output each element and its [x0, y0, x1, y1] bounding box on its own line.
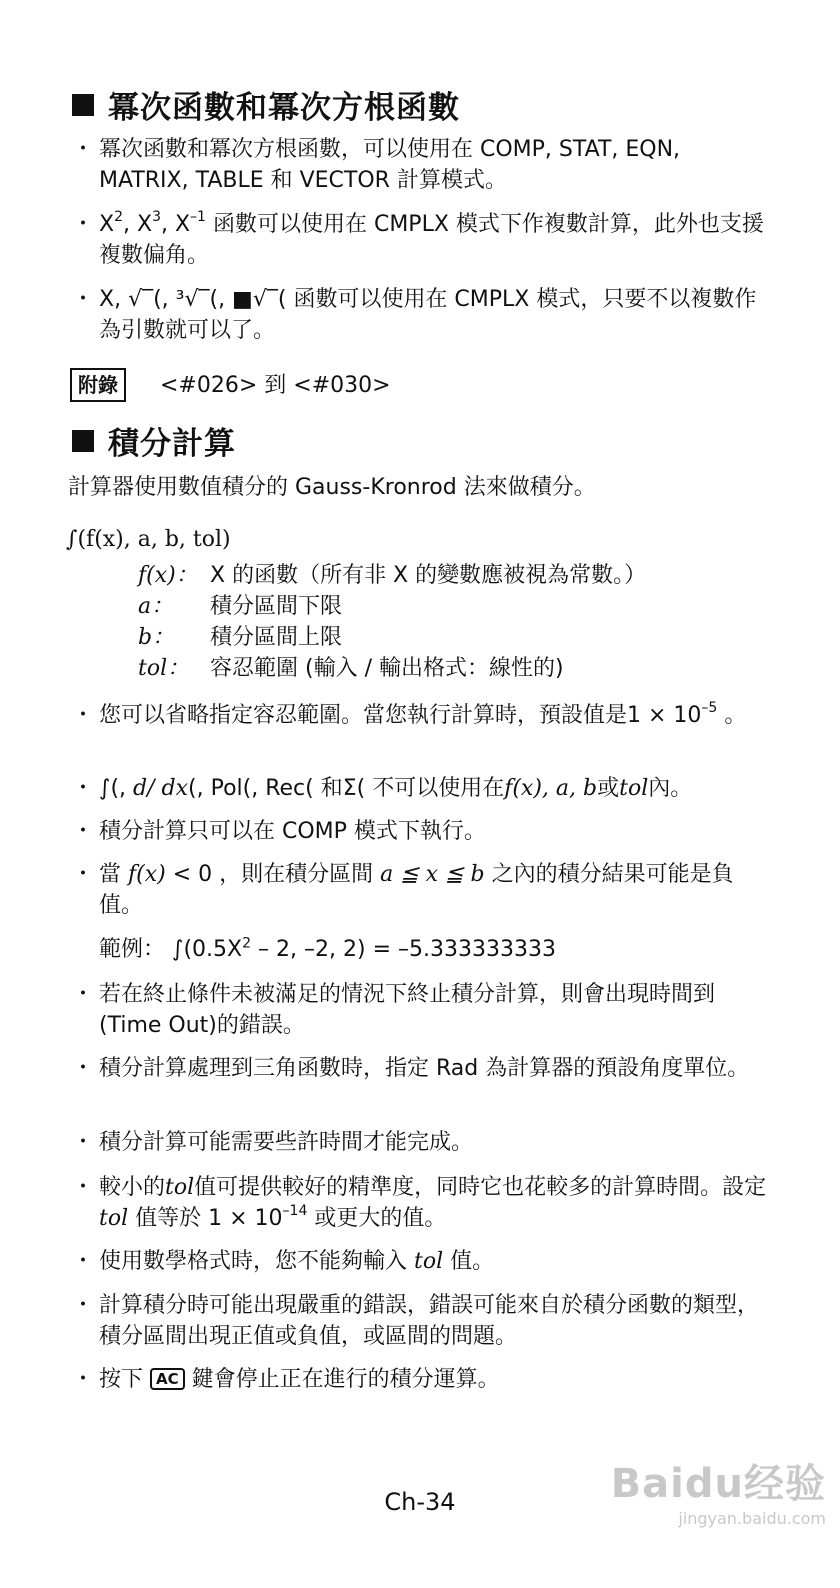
ac-key-icon: AC — [150, 1368, 185, 1390]
square-bullet-icon — [72, 94, 94, 116]
list-item: ・ ∫(, d/ dx(, Pol(, Rec( 和Σ( 不可以使用在f(x), a, b或tol內。 — [72, 776, 693, 801]
appendix-tag: 附錄 — [70, 368, 126, 402]
definition-row: a： 積分區間下限 — [138, 594, 343, 619]
definition-row: f(x)： X 的函數（所有非 X 的變數應被視為常數。） — [138, 563, 647, 588]
list-item: ・ 冪次函數和冪次方根函數，可以使用在 COMP, STAT, EQN, MATRIX, TABLE 和 VECTOR 計算模式。 — [72, 137, 681, 193]
baidu-watermark: Baidu经验 jingyan.baidu.com — [610, 1461, 826, 1528]
definition-row: tol： 容忍範圍 (輸入 / 輸出格式：線性的) — [138, 656, 564, 681]
list-item: ・ 若在終止條件未被滿足的情況下終止積分計算，則會出現時間到(Time Out)的錯誤。 — [72, 982, 716, 1038]
definition-row: b： 積分區間上限 — [138, 625, 343, 650]
list-item: ・ 計算積分時可能出現嚴重的錯誤，錯誤可能來自於積分函數的類型，積分區間出現正值或負值，或區間的問題。 — [72, 1293, 760, 1349]
appendix-reference: <#026> 到 <#030> — [160, 373, 391, 398]
list-item: ・ 積分計算處理到三角函數時，指定 Rad 為計算器的預設角度單位。 — [72, 1056, 750, 1081]
integration-intro: 計算器使用數值積分的 Gauss-Kronrod 法來做積分。 — [68, 475, 596, 500]
page-number: Ch-34 — [384, 1488, 456, 1516]
list-item: ・ $X^2$, $X^3$, $X^{-1}$ 函數可以使用在 CMPLX 模式下作複數計算，此外也支援複數偏角。 — [72, 208, 764, 268]
list-item: ・ 使用數學格式時，您不能夠輸入 tol 值。 — [72, 1249, 495, 1274]
integration-syntax: ∫(f(x), a, b, tol) — [66, 527, 231, 552]
list-item: ・ 積分計算只可以在 COMP 模式下執行。 — [72, 819, 486, 844]
square-bullet-icon — [72, 430, 94, 452]
example-line: 範例： $\int(0.5X^2 - 2$, –2, 2) = –5.333333333 — [99, 935, 556, 962]
list-item: ・ 按下 AC 鍵會停止正在進行的積分運算。 — [72, 1367, 500, 1392]
list-item: ・ 當 f(x) < 0 ，則在積分區間 a ≦ x ≦ b 之內的積分結果可能是負值。 — [72, 862, 734, 918]
list-item: ・ 較小的tol值可提供較好的精準度，同時它也花較多的計算時間。設定 tol 值等於 $1 \times 10^{-14}$ 或更大的值。 — [72, 1175, 767, 1231]
list-item: ・ X, √‾(, ³√‾(, ■√‾( 函數可以使用在 CMPLX 模式，只要不以複數作為引數就可以了。 — [72, 287, 757, 343]
list-item: ・ 積分計算可能需要些許時間才能完成。 — [72, 1130, 474, 1155]
section-title-integration: 積分計算 — [72, 424, 236, 464]
list-item: ・ 您可以省略指定容忍範圍。當您執行計算時，預設值是$1 \times 10^{-5}$ 。 — [72, 699, 747, 728]
section-title-power-functions: 冪次函數和冪次方根函數 — [72, 88, 460, 128]
